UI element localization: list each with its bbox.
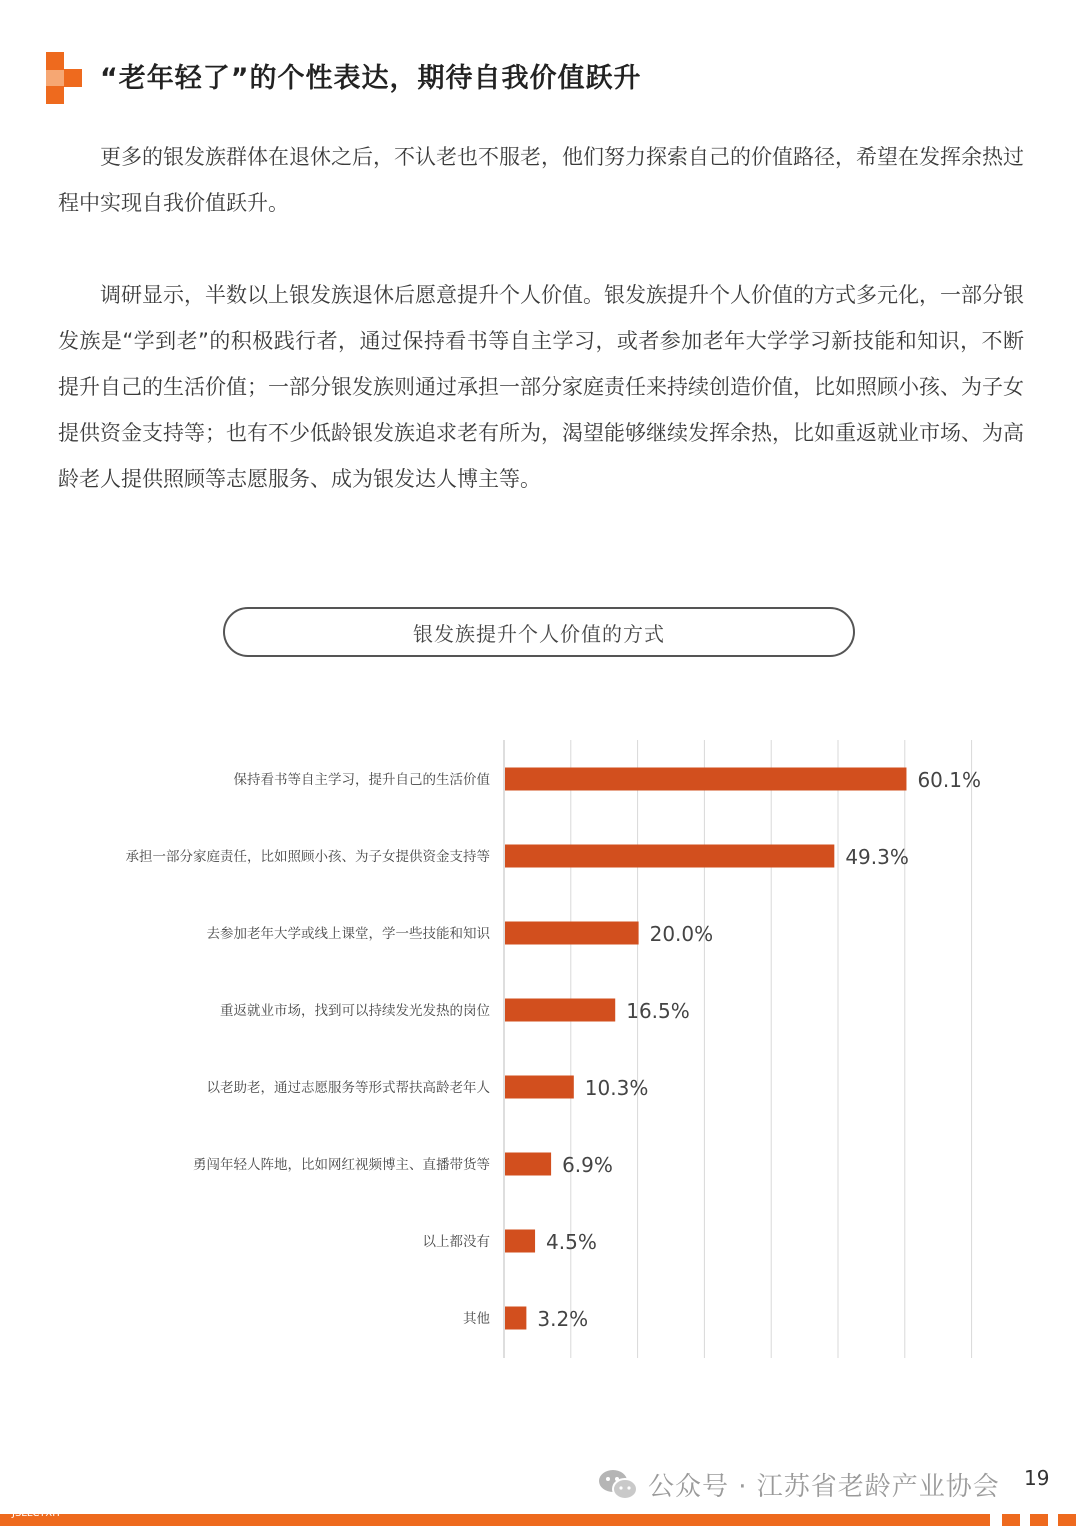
survey-paragraph: 调研显示，半数以上银发族退休后愿意提升个人价值。银发族提升个人价值的方式多元化，一部分银发族是“学到老”的积极践行者，通过保持看书等自主学习，或者参加老年大学学习新技能和知识，不断提升自己的生活价值；一部分银发族则通过承担一部分家庭责任来持续创造价值，比如照顾小孩、为子女提供资金支持等；也有不少低龄银发族追求老有所为，渴望能够继续发挥余热，比如重返就业市场、为高龄老人提供照顾等志愿服务、成为银发达人博主等。 xyxy=(58,283,1024,491)
footer-square xyxy=(1002,1514,1020,1526)
footer-square xyxy=(1058,1514,1076,1526)
bar xyxy=(505,999,615,1022)
value-label: 3.2% xyxy=(537,1307,589,1331)
chart-title: 银发族提升个人价值的方式 xyxy=(223,607,855,657)
category-label: 勇闯年轻人阵地，比如网红视频博主、直播带货等 xyxy=(193,1157,490,1173)
page-number: 19 xyxy=(1024,1466,1050,1490)
category-label: 承担一部分家庭责任，比如照顾小孩、为子女提供资金支持等 xyxy=(125,849,490,865)
footer-code: JSLLCYXH xyxy=(12,1508,60,1519)
value-label: 10.3% xyxy=(584,1076,649,1100)
value-label: 16.5% xyxy=(626,999,690,1023)
logo-icon xyxy=(46,52,82,104)
value-label: 49.3% xyxy=(845,845,909,869)
category-label: 以上都没有 xyxy=(422,1234,490,1250)
category-label: 以老助老，通过志愿服务等形式帮扶高龄老年人 xyxy=(206,1080,490,1096)
bar xyxy=(505,768,906,791)
bar xyxy=(505,922,639,945)
bar xyxy=(505,1153,551,1176)
footer-square xyxy=(1030,1514,1048,1526)
bar xyxy=(505,1307,526,1330)
category-label: 重返就业市场，找到可以持续发光发热的岗位 xyxy=(220,1003,490,1019)
bar xyxy=(505,845,834,868)
page-title: “老年轻了”的个性表达，期待自我价值跃升 xyxy=(100,63,642,94)
category-label: 保持看书等自主学习，提升自己的生活价值 xyxy=(233,772,490,788)
bar xyxy=(505,1230,535,1253)
category-label: 其他 xyxy=(463,1311,490,1327)
bar xyxy=(505,1076,574,1099)
intro-paragraph: 更多的银发族群体在退休之后，不认老也不服老，他们努力探索自己的价值路径，希望在发挥余热过程中实现自我价值跃升。 xyxy=(58,145,1024,215)
category-label: 去参加老年大学或线上课堂，学一些技能和知识 xyxy=(206,926,490,942)
watermark xyxy=(598,1466,1000,1503)
value-label: 6.9% xyxy=(562,1153,613,1177)
value-label: 60.1% xyxy=(917,768,982,792)
value-label: 20.0% xyxy=(649,922,714,946)
bar-chart xyxy=(0,730,1080,1370)
watermark-text: 公众号 · 江苏省老龄产业协会 xyxy=(648,1472,1000,1502)
footer-bar xyxy=(0,1514,990,1526)
wechat-icon xyxy=(598,1468,638,1502)
value-label: 4.5% xyxy=(546,1230,597,1254)
